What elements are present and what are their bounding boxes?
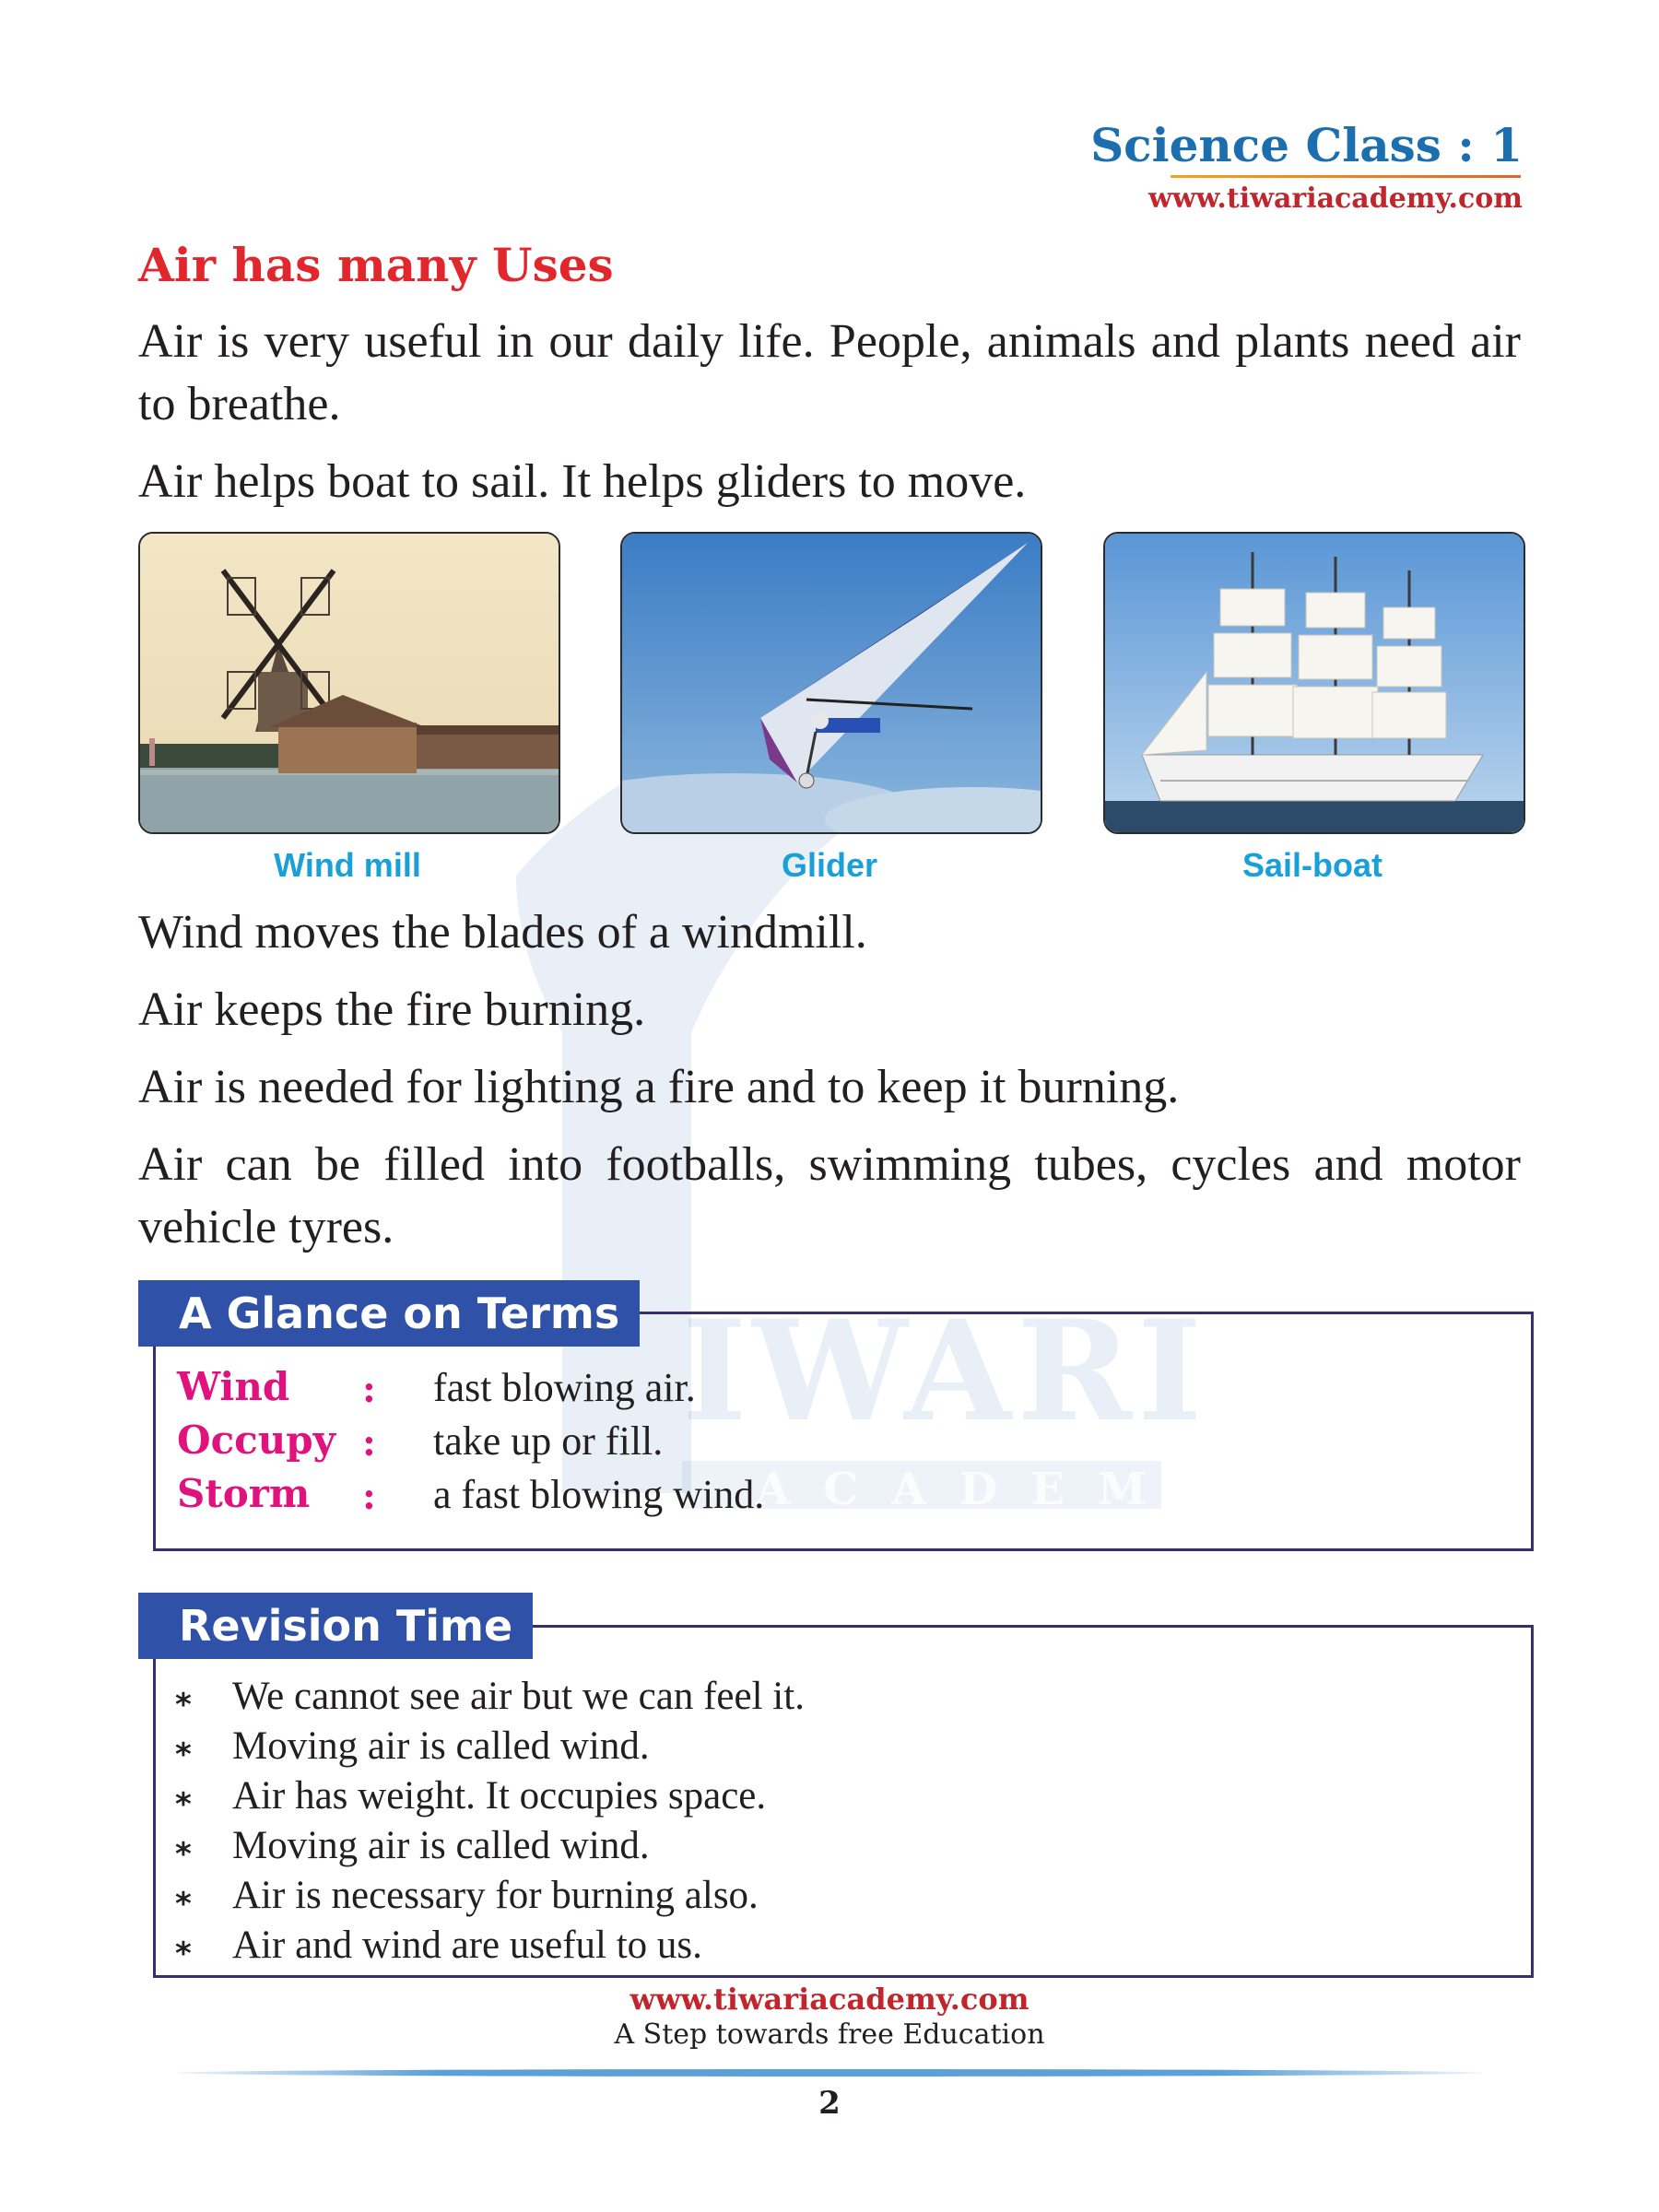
term-definition: take up or fill. [433, 1418, 664, 1464]
term-word: Storm [177, 1471, 311, 1516]
term-colon: : [362, 1421, 376, 1465]
watermark-text: IWARI [682, 1290, 1208, 1453]
revision-item: We cannot see air but we can feel it. [232, 1675, 805, 1718]
bullet-star-icon: * [175, 1736, 192, 1773]
bullet-star-icon: * [175, 1886, 192, 1923]
glance-box [153, 1312, 1534, 1551]
header-title: Science Class : 1 [1090, 118, 1523, 172]
paragraph-boat-glider: Air helps boat to sail. It helps gliders to move. [138, 455, 1027, 508]
revision-item: Moving air is called wind. [232, 1724, 650, 1768]
revision-item: Moving air is called wind. [232, 1824, 650, 1867]
revision-item: Air and wind are useful to us. [232, 1924, 702, 1967]
revision-title: Revision Time [138, 1593, 533, 1659]
footer-divider [175, 2069, 1484, 2077]
watermark-subtext: ACADEMY [756, 1464, 1245, 1515]
caption-windmill: Wind mill [274, 846, 421, 884]
caption-glider: Glider [781, 846, 878, 884]
paragraph-fire-burning: Air keeps the fire burning. [138, 983, 646, 1036]
paragraph-air-useful: Air is very useful in our daily life. People, animals and plants need air to breathe. [138, 315, 1521, 430]
bullet-star-icon: * [175, 1786, 192, 1823]
term-colon: : [362, 1368, 376, 1411]
caption-sailboat: Sail-boat [1241, 846, 1382, 884]
bullet-star-icon: * [175, 1687, 192, 1724]
header-url[interactable]: www.tiwariacademy.com [1147, 182, 1523, 215]
windmill-photo [138, 532, 560, 834]
paragraph-lighting-fire: Air is needed for lighting a fire and to keep it burning. [138, 1061, 1180, 1113]
sailboat-photo [1103, 532, 1525, 834]
paragraph-filled-air: Air can be filled into footballs, swimming tubes, cycles and motor vehicle tyres. [138, 1138, 1521, 1253]
glider-photo [620, 532, 1042, 834]
bullet-star-icon: * [175, 1836, 192, 1873]
footer-tagline: A Step towards free Education [614, 2018, 1045, 2051]
paragraph-windmill: Wind moves the blades of a windmill. [138, 906, 867, 959]
glance-title: A Glance on Terms [138, 1280, 640, 1347]
term-definition: a fast blowing wind. [433, 1472, 765, 1517]
section-heading: Air has many Uses [138, 238, 614, 292]
term-definition: fast blowing air. [433, 1365, 696, 1410]
term-colon: : [362, 1475, 376, 1518]
header-underline [1171, 175, 1521, 178]
term-word: Occupy [177, 1418, 336, 1463]
footer-url[interactable]: www.tiwariacademy.com [629, 1982, 1030, 2017]
term-word: Wind [177, 1364, 290, 1409]
revision-item: Air has weight. It occupies space. [232, 1774, 767, 1818]
page-number: 2 [818, 2085, 841, 2122]
bullet-star-icon: * [175, 1936, 192, 1972]
revision-item: Air is necessary for burning also. [232, 1874, 759, 1917]
